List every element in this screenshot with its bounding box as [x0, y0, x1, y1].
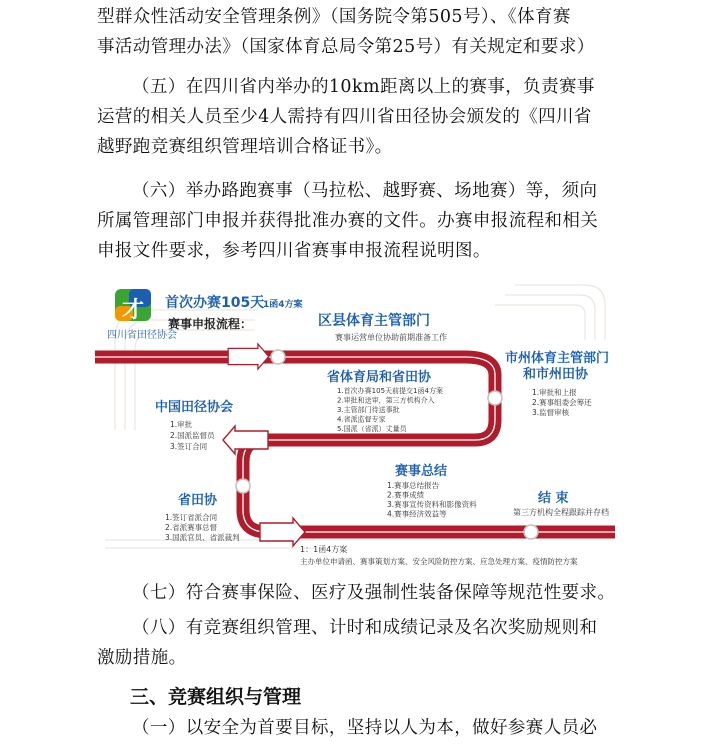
text-line: （一）以安全为首要目标，坚持以人为本，做好参赛人员必 [132, 718, 598, 738]
flow-list-item: 1.审批 [170, 420, 193, 429]
flow-list-item: 4.赛事经济效益等 [387, 509, 447, 519]
text-line: 所属管理部门申报并获得批准办赛的文件。办赛申报流程和相关 [97, 211, 599, 231]
paragraph-item-6 [97, 176, 617, 266]
flow-list-item: 3.国派官员、省派裁判 [165, 533, 240, 542]
flow-list-item: 2.省派赛事总督 [165, 523, 218, 532]
paragraph-legal-refs [97, 2, 617, 62]
flow-list-item: 1.赛事总结报告 [387, 481, 440, 490]
paragraph-section3-item-1 [97, 713, 617, 743]
flow-list-item: 2.赛事组委会筹还 [532, 398, 592, 407]
text-line: （五）在四川省内举办的10km距离以上的赛事，负责赛事 [132, 77, 595, 97]
city-node-title: 市州体育主管部门 [505, 351, 610, 366]
first-event-title: 首次办赛105天 [165, 295, 265, 311]
flow-list-item: 5.国派（省派）丈量员 [337, 425, 407, 433]
text-line: 越野跑竞赛组织管理培训合格证书》。 [97, 137, 393, 157]
county-node-item: 赛事运营单位协助前期准备工作 [335, 333, 447, 342]
svg-text:才: 才 [121, 298, 145, 323]
bottom-note-title: 1：1函4方案 [300, 545, 348, 554]
text-line: （六）举办路跑赛事（马拉松、越野赛、场地赛）等，须向 [132, 181, 598, 201]
summary-node-title: 赛事总结 [395, 464, 448, 479]
text-line: 事活动管理办法》（国家体育总局令第25号）有关规定和要求） [97, 37, 595, 57]
flow-list-item: 3.签订合同 [170, 442, 208, 451]
end-node-item: 第三方机构全程跟踪并存档 [513, 508, 609, 517]
flow-list-item: 2.赛事成绩 [387, 490, 425, 500]
text-line: 申报文件要求，参考四川省赛事申报流程说明图。 [97, 241, 491, 261]
svg-text:四川省田径协会: 四川省田径协会 [107, 330, 177, 341]
province-node-title: 省体育局和省田协 [327, 370, 432, 385]
paragraph-item-5 [97, 72, 617, 162]
text-line: （八）有竞赛组织管理、计时和成绩记录及名次奖励规则和 [132, 618, 598, 638]
flow-list-item: 2.国派监督员 [170, 431, 215, 440]
flow-list-item: 1.审批和上报 [532, 388, 577, 397]
flow-list-item: 3.主管部门待送事批 [337, 406, 400, 414]
first-event-title-suffix: 1函4方案 [263, 300, 303, 310]
text-line: 型群众性活动安全管理条例》（国务院令第505号）、《体育赛 [97, 7, 571, 27]
text-line: （七）符合赛事保险、医疗及强制性装备保障等规范性要求。 [132, 583, 616, 603]
bottom-note-items: 主办单位申请函、赛事策划方案、安全风险防控方案、应急处理方案、疫情防控方案 [300, 557, 578, 566]
flow-list-item: 3.赛事宣传资料和影像资料 [387, 500, 477, 509]
city-node-title-2: 和市州田协 [523, 367, 589, 382]
flow-list-item: 1.签订省派合同 [165, 513, 218, 522]
national-node-title: 中国田径协会 [155, 400, 234, 415]
process-label: 赛事申报流程： [168, 317, 253, 331]
section-heading: 三、竞赛组织与管理 [130, 686, 302, 708]
flow-list-item: 4.省派监督专家 [337, 415, 386, 424]
text-line: 运营的相关人员至少4人需持有四川省田径协会颁发的《四川省 [97, 107, 592, 127]
end-node-title: 结 束 [538, 491, 569, 506]
paragraph-item-8 [97, 613, 617, 673]
county-node-title: 区县体育主管部门 [318, 313, 430, 329]
text-line: 激励措施。 [97, 648, 187, 668]
provincial-association-title: 省田协 [178, 493, 218, 508]
flow-list-item: 3.监督审核 [532, 408, 570, 417]
paragraph-item-7 [97, 578, 617, 608]
flow-list-item: 2.审批和送审，第三方机构介入 [337, 396, 435, 405]
declaration-flowchart [95, 280, 615, 575]
flow-list-item: 1.首次办赛105天前提交1函4方案 [337, 387, 443, 395]
